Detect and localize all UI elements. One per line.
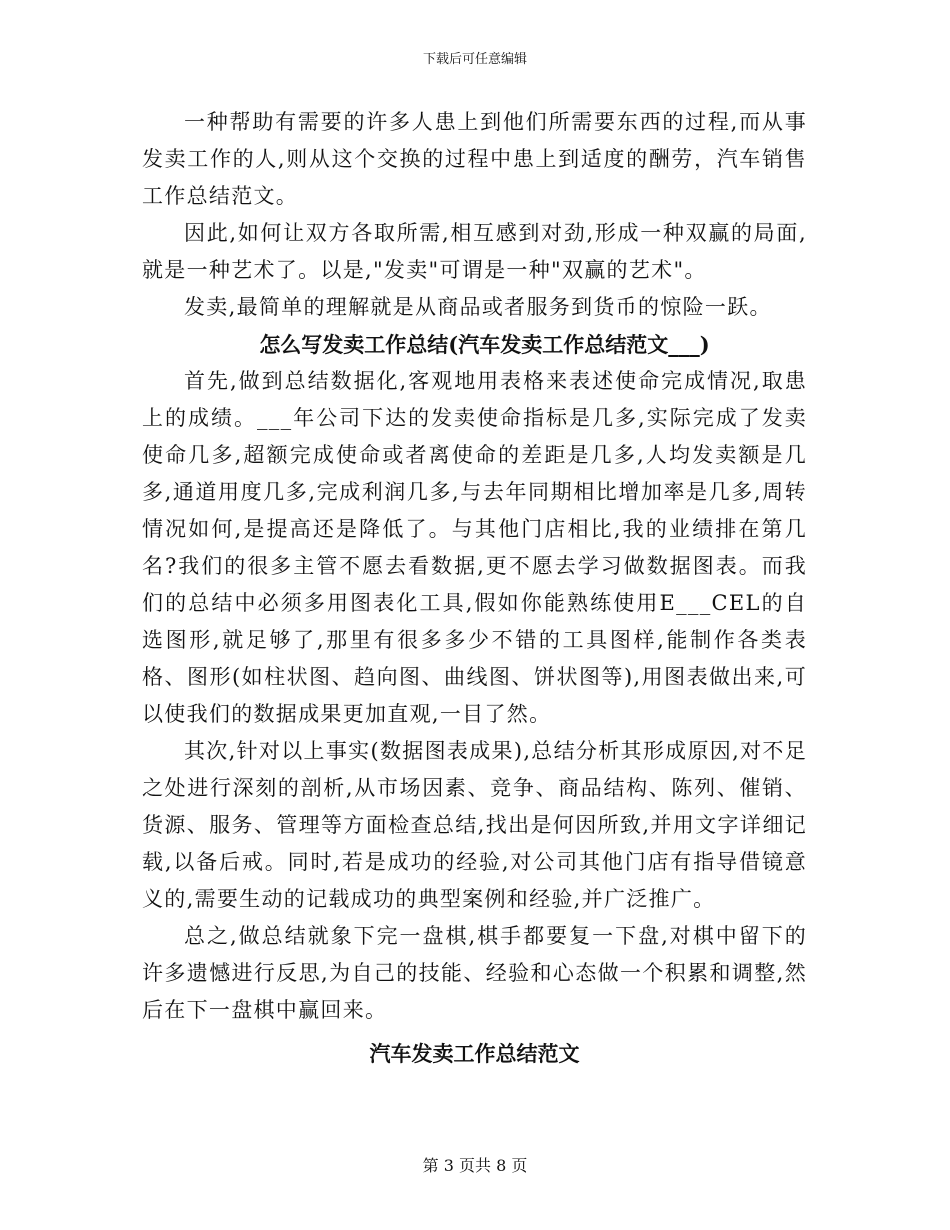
paragraph-6: 总之,做总结就象下完一盘棋,棋手都要复一下盘,对棋中留下的许多遗憾进行反思,为自己的技能、经验和心态做一个积累和调整,然后在下一盘棋中赢回来。 (142, 924, 807, 1022)
paragraph-1: 一种帮助有需要的许多人患上到他们所需要东西的过程,而从事发卖工作的人,则从这个交换的过程中患上到适度的酬劳，汽车销售工作总结范文。 (142, 110, 807, 208)
page-header: 下载后可任意编辑 (422, 52, 527, 67)
section-heading-2: 汽车发卖工作总结范文 (369, 1041, 580, 1066)
paragraph-5: 其次,针对以上事实(数据图表成果),总结分析其形成原因,对不足之处进行深刻的剖析,从市场因素、竞争、商品结构、陈列、催销、货源、服务、管理等方面检查总结,找出是何因所致,并用文字详细记载,以备后戒。同时,若是成功的经验,对公司其他门店有指导借镜意义的,需要生动的记载成功的典型案例和经验,并广泛推广。 (142, 739, 807, 911)
paragraph-2: 因此,如何让双方各取所需,相互感到对劲,形成一种双赢的局面,就是一种艺术了。以是,"发卖"可谓是一种"双赢的艺术"。 (142, 221, 807, 282)
section-heading-1: 怎么写发卖工作总结(汽车发卖工作总结范文___) (259, 332, 710, 357)
paragraph-3: 发卖,最简单的理解就是从商品或者服务到货币的惊险一跃。 (184, 295, 772, 319)
document-body (142, 104, 807, 1072)
paragraph-4: 首先,做到总结数据化,客观地用表格来表述使命完成情况,取患上的成绩。___年公司下达的发卖使命指标是几多,实际完成了发卖使命几多,超额完成使命或者离使命的差距是几多,人均发卖额是几多,通道用度几多,完成利润几多,与去年同期相比增加率是几多,周转情况如何,是提高还是降低了。与其他门店相比,我的业绩排在第几名?我们的很多主管不愿去看数据,更不愿去学习做数据图表。而我们的总结中必须多用图表化工具,假如你能熟练使用E___CEL的自选图形,就足够了,那里有很多多少不错的工具图样,能制作各类表格、图形(如柱状图、趋向图、曲线图、饼状图等),用图表做出来,可以使我们的数据成果更加直观,一目了然。 (142, 369, 807, 726)
page-footer: 第 3 页共 8 页 (422, 1156, 528, 1175)
